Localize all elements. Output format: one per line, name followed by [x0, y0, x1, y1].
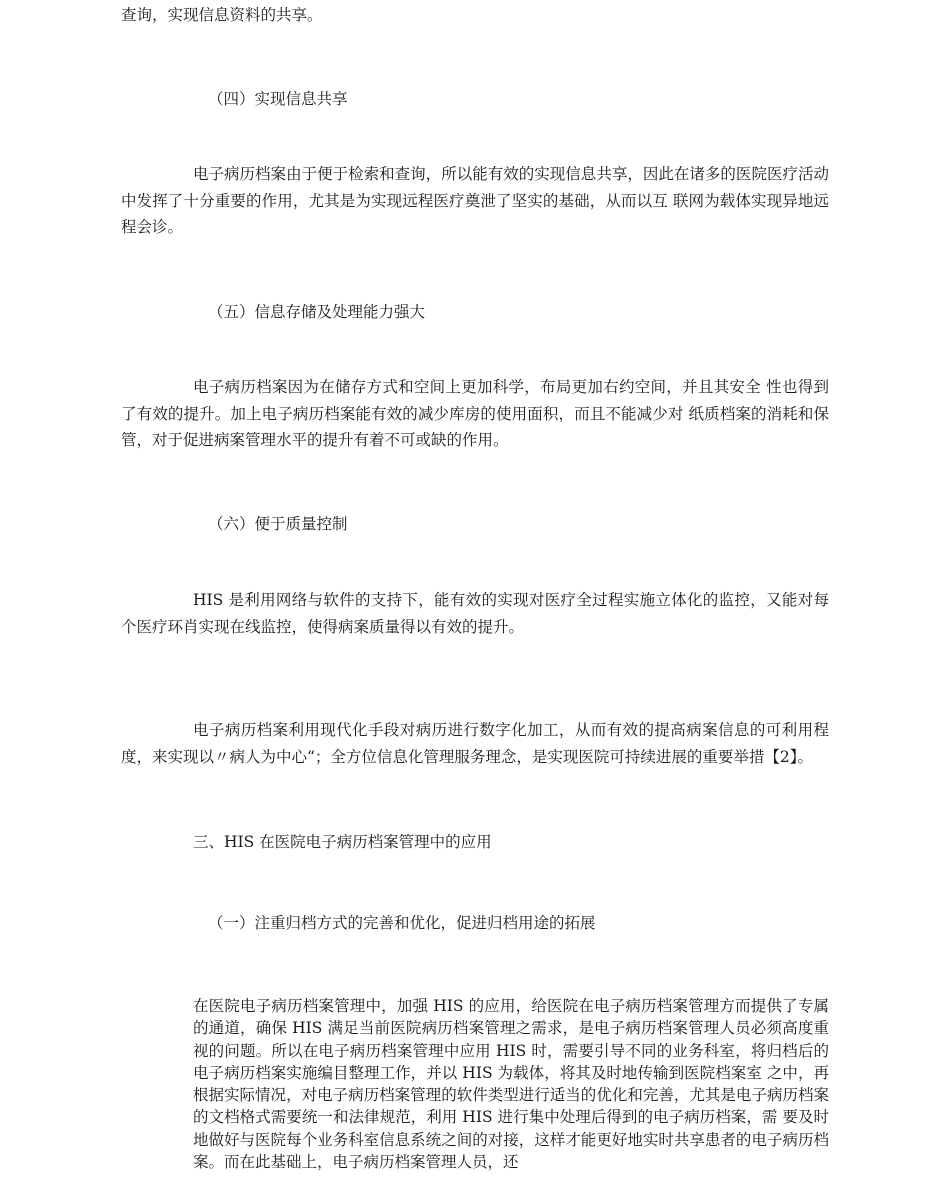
paragraph-6b: 电子病历档案利用现代化手段对病历进行数字化加工，从而有效的提高病案信息的可利用程度，来实现以〃病人为中心“；全方位信息化管理服务理念，是实现医院可持续进展的重要举措【2】。	[121, 721, 829, 766]
section-3-heading: 三、HIS 在医院电子病历档案管理中的应用	[193, 833, 492, 851]
heading-6: （六）便于质量控制	[208, 515, 348, 533]
heading-4: （四）实现信息共享	[208, 90, 348, 108]
paragraph-6a: HIS 是利用网络与软件的支持下，能有效的实现对医疗全过程实施立体化的监控，又能对每个医疗环肖实现在线监控，使得病案质量得以有效的提升。	[121, 591, 829, 636]
paragraph-4: 电子病历档案由于便于检索和查询，所以能有效的实现信息共享，因此在诸多的医院医疗活动中发挥了十分重要的作用，尤其是为实现远程医疗奠泄了坚实的基础，从而以互 联网为载体实现异地远程会诊。	[121, 165, 829, 236]
heading-5: （五）信息存储及处理能力强大	[208, 303, 426, 321]
heading-3-1: （一）注重归档方式的完善和优化，促进归档用途的拓展	[208, 914, 596, 932]
top-fragment: 查询，实现信息资料的共享。	[121, 6, 323, 24]
paragraph-5: 电子病历档案因为在储存方式和空间上更加科学，布局更加右约空间，并且其安全 性也得到了有效的提升。加上电子病历档案能有效的减少库房的使用面积，而且不能减少对 纸质档案的消耗和保管，对于促进病案管理水平的提升有着不可或缺的作用。	[121, 378, 829, 449]
paragraph-3-1: 在医院电子病历档案管理中，加强 HIS 的应用，给医院在电子病历档案管理方而提供了专属的通道，确保 HIS 满足当前医院病历档案管理之需求，是电子病历档案管理人员必须高度重视的问题。所以在电子病历档案管理中应用 HIS 时，需要引导不同的业务科室，将归档后的电子病历档案实施编目整理工作，并以 HIS 为载体，将其及时地传输到医院档案室 之中，再根据实际情况，对电子病历档案管理的软件类型进行适当的优化和完善，尤其是电子病历档案的文档格式需要统一和法律规范，利用 HIS 进行集中处理后得到的电子病历档案，需 要及时地做好与医院每个业务科室信息系统之间的对接，这样才能更好地实时共享患者的电子病历档案。而在此基础上，电子病历档案管理人员，还	[193, 997, 829, 1172]
